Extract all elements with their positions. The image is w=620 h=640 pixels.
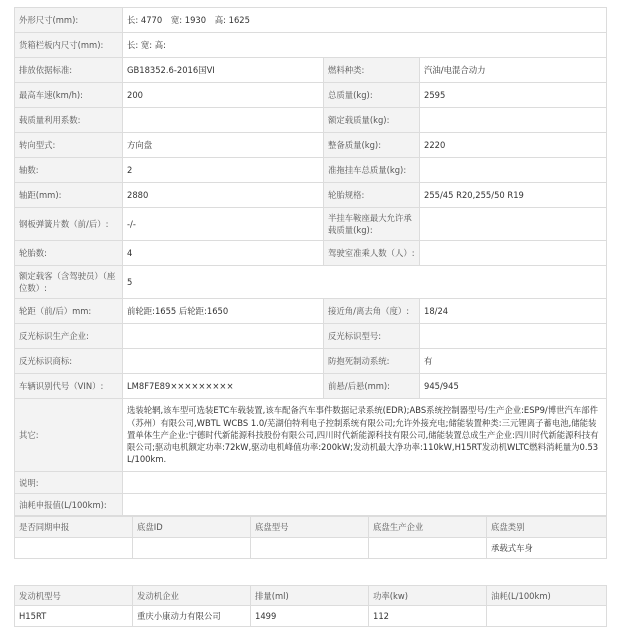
column-header: 油耗(L/100km) — [487, 586, 607, 606]
spec-row — [15, 374, 607, 399]
spec-row — [15, 183, 607, 208]
spec-label: 轴距(mm): — [15, 183, 123, 208]
spec-label: 接近角/离去角（度）: — [324, 299, 420, 324]
spec-value: GB18352.6-2016国VI — [123, 58, 324, 83]
spec-value: 长: 宽: 高: — [123, 33, 607, 58]
spec-label: 驾驶室准乘人数（人）: — [324, 241, 420, 266]
spec-label: 前悬/后悬(mm): — [324, 374, 420, 399]
dimension-value — [123, 8, 607, 33]
spec-row — [15, 208, 607, 241]
table-cell — [251, 538, 369, 559]
spec-label: 转向型式: — [15, 133, 123, 158]
spec-value: 2 — [123, 158, 324, 183]
column-header: 功率(kw) — [369, 586, 487, 606]
spec-row — [15, 241, 607, 266]
table-cell — [487, 606, 607, 627]
column-header: 是否同期申报 — [15, 517, 133, 538]
spec-row — [15, 58, 607, 83]
other-notes: 选装轮辋,该车型可选装ETC车载装置,该车配备汽车事件数据记录系统(EDR);ABS系统控制器型号/生产企业:ESP9/博世汽车部件（苏州）有限公司,WBTL WCBS 1.0/芜湖伯特利电子控制系统有限公司;允许外接充电;储能装置种类:三元锂离子蓄电池,储能装置单体生产企业:宁德时代新能源科技股份有限公司,四川时代新能源科技有限公司,储能装置总成生产企业:四川时代新能源科技有限公司;驱动电机额定功率:72kW,驱动电机峰值功率:200kW;发动机最大净功率:110kW,H15RT发动机WLTC燃料消耗量为0.53L/100km. — [123, 399, 607, 472]
spec-label: 额定载质量(kg): — [324, 108, 420, 133]
spec-label: 最高车速(km/h): — [15, 83, 123, 108]
spec-label: 燃料种类: — [324, 58, 420, 83]
width-label: 宽: — [170, 15, 183, 25]
column-header: 底盘生产企业 — [369, 517, 487, 538]
table-header-row — [15, 586, 607, 606]
spec-row — [15, 33, 607, 58]
length-label: 长: — [127, 15, 139, 25]
spec-row — [15, 8, 607, 33]
spec-label: 轮胎数: — [15, 241, 123, 266]
spec-value: -/- — [123, 208, 324, 241]
table-cell — [133, 538, 251, 559]
spec-label: 防抱死制动系统: — [324, 349, 420, 374]
spec-value: 2595 — [420, 83, 607, 108]
spec-row — [15, 472, 607, 494]
spec-value: 18/24 — [420, 299, 607, 324]
height-label: 高: — [214, 15, 226, 25]
spec-row — [15, 158, 607, 183]
spec-value — [123, 472, 607, 494]
column-header: 排量(ml) — [251, 586, 369, 606]
table-cell — [369, 538, 487, 559]
spec-value: 200 — [123, 83, 324, 108]
vehicle-spec-table — [14, 7, 607, 516]
table-header-row — [15, 517, 607, 538]
spec-label: 轮距（前/后）mm: — [15, 299, 123, 324]
spec-value: 有 — [420, 349, 607, 374]
spec-label: 反光标识商标: — [15, 349, 123, 374]
table-cell: 承载式车身 — [487, 538, 607, 559]
column-header: 底盘型号 — [251, 517, 369, 538]
spec-row — [15, 133, 607, 158]
spec-label: 钢板弹簧片数（前/后）: — [15, 208, 123, 241]
spec-value — [123, 108, 324, 133]
table-row — [15, 606, 607, 627]
chassis-table — [14, 516, 607, 559]
spec-label: 反光标识生产企业: — [15, 324, 123, 349]
spec-value — [420, 241, 607, 266]
table-cell: 重庆小康动力有限公司 — [133, 606, 251, 627]
spec-value: 5 — [123, 266, 607, 299]
spec-label: 载质量利用系数: — [15, 108, 123, 133]
spec-value: 945/945 — [420, 374, 607, 399]
column-header: 底盘ID — [133, 517, 251, 538]
spec-label: 轴数: — [15, 158, 123, 183]
column-header: 底盘类别 — [487, 517, 607, 538]
spec-value — [420, 324, 607, 349]
spec-row — [15, 349, 607, 374]
spec-label: 说明: — [15, 472, 123, 494]
table-row — [15, 538, 607, 559]
spec-value — [420, 108, 607, 133]
spec-value: 前轮距:1655 后轮距:1650 — [123, 299, 324, 324]
spec-value: 4 — [123, 241, 324, 266]
spec-label: 整备质量(kg): — [324, 133, 420, 158]
spec-label: 额定载客（含驾驶员）（座位数）: — [15, 266, 123, 299]
spec-row — [15, 494, 607, 516]
spec-label: 轮胎规格: — [324, 183, 420, 208]
spec-row — [15, 399, 607, 472]
width-value: 1930 — [184, 15, 207, 25]
spec-value: 方向盘 — [123, 133, 324, 158]
height-value: 1625 — [228, 15, 250, 25]
spec-row — [15, 83, 607, 108]
spec-label: 车辆识别代号（VIN）: — [15, 374, 123, 399]
spec-label: 排放依据标准: — [15, 58, 123, 83]
table-cell: 112 — [369, 606, 487, 627]
spec-row — [15, 108, 607, 133]
spec-row — [15, 324, 607, 349]
spec-value — [420, 158, 607, 183]
spec-value: 2880 — [123, 183, 324, 208]
engine-table — [14, 585, 607, 627]
table-cell: H15RT — [15, 606, 133, 627]
spec-row — [15, 299, 607, 324]
table-cell: 1499 — [251, 606, 369, 627]
spec-value — [123, 494, 607, 516]
spec-value — [123, 349, 324, 374]
spec-row — [15, 266, 607, 299]
spec-label: 外形尺寸(mm): — [15, 8, 123, 33]
spec-label: 总质量(kg): — [324, 83, 420, 108]
spec-label: 货箱栏板内尺寸(mm): — [15, 33, 123, 58]
spec-label: 油耗申报值(L/100km): — [15, 494, 123, 516]
spec-label: 其它: — [15, 399, 123, 472]
spec-label: 半挂车鞍座最大允许承载质量(kg): — [324, 208, 420, 241]
spec-value: 2220 — [420, 133, 607, 158]
spec-value: 255/45 R20,255/50 R19 — [420, 183, 607, 208]
column-header: 发动机型号 — [15, 586, 133, 606]
spec-label: 反光标识型号: — [324, 324, 420, 349]
vin-value: LM8F7E89××××××××× — [123, 374, 324, 399]
spec-label: 准拖挂车总质量(kg): — [324, 158, 420, 183]
spec-value — [123, 324, 324, 349]
length-value: 4770 — [140, 15, 163, 25]
spec-value: 汽油/电混合动力 — [420, 58, 607, 83]
column-header: 发动机企业 — [133, 586, 251, 606]
spec-value — [420, 208, 607, 241]
table-cell — [15, 538, 133, 559]
